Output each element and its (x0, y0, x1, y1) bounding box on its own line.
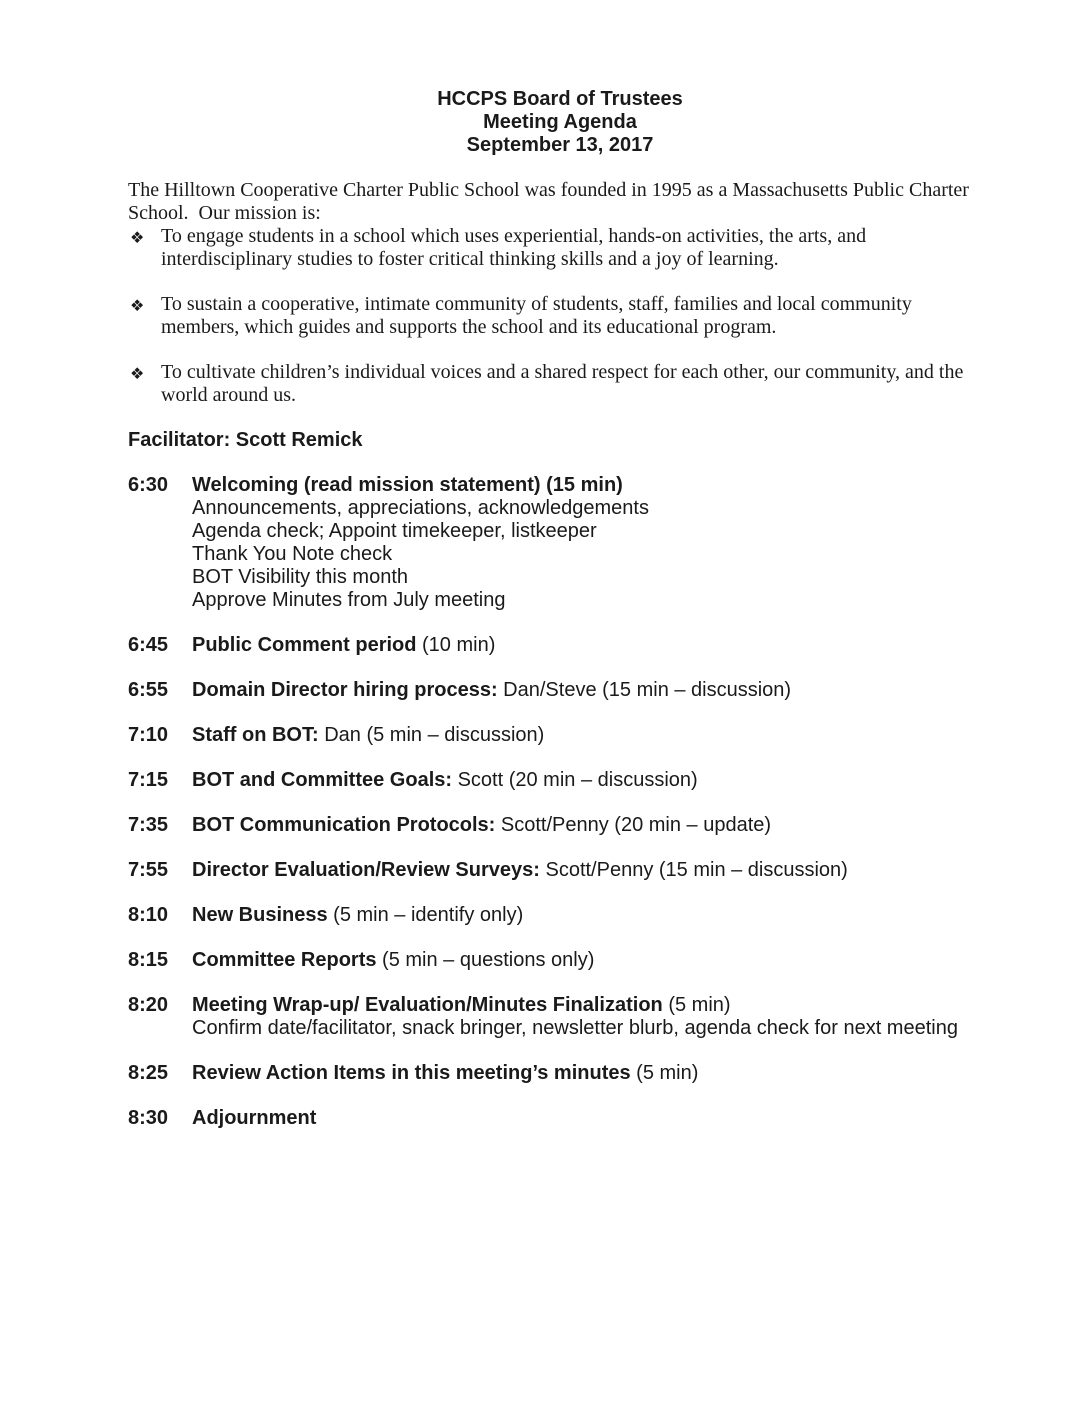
agenda-body (192, 949, 992, 972)
agenda-time: 6:30 (128, 474, 169, 496)
agenda-subline: Thank You Note check (192, 543, 393, 565)
agenda-main-line (192, 1107, 992, 1130)
agenda-body (192, 769, 992, 792)
agenda-item (128, 859, 992, 882)
agenda-subline: Approve Minutes from July meeting (192, 589, 506, 611)
agenda-item (128, 634, 992, 657)
agenda-body (192, 1062, 992, 1085)
agenda-time: 8:25 (128, 1062, 169, 1084)
agenda-detail: (5 min) (662, 994, 731, 1016)
agenda-body (192, 814, 992, 837)
agenda-body (192, 904, 992, 927)
agenda-body (192, 634, 992, 657)
agenda-detail: (5 min) (630, 1062, 699, 1084)
agenda-detail: Dan (5 min – discussion) (318, 724, 545, 746)
agenda-topic: Director Evaluation/Review Surveys: (192, 859, 540, 881)
agenda-time: 8:15 (128, 949, 169, 971)
agenda-topic: Committee Reports (192, 949, 377, 971)
agenda-time: 7:10 (128, 724, 169, 746)
agenda-topic: Staff on BOT: (192, 724, 319, 746)
agenda-main-line (192, 994, 992, 1017)
agenda-item (128, 904, 992, 927)
agenda-main-line (192, 1062, 992, 1085)
agenda-topic: Domain Director hiring process: (192, 679, 498, 701)
agenda-detail: Scott/Penny (20 min – update) (495, 814, 772, 836)
agenda-topic: Meeting Wrap-up/ Evaluation/Minutes Finalization (192, 994, 663, 1016)
mission-list (128, 225, 992, 407)
agenda-main-line (192, 769, 992, 792)
agenda-body (192, 724, 992, 747)
mission-bullet-item (128, 225, 992, 271)
agenda-main-line (192, 474, 992, 497)
agenda-body (192, 1107, 992, 1130)
agenda-detail: Scott (20 min – discussion) (452, 769, 698, 791)
agenda-time: 7:35 (128, 814, 169, 836)
agenda-body (192, 474, 992, 612)
agenda-item (128, 1062, 992, 1085)
agenda-item (128, 724, 992, 747)
mission-bullet-text: To sustain a cooperative, intimate community of students, staff, families and local community members, which guides and supports the school and its educational program. (161, 293, 912, 338)
agenda-subline: Announcements, appreciations, acknowledgements (192, 497, 649, 519)
agenda-main-line (192, 859, 992, 882)
agenda-item (128, 994, 992, 1040)
agenda-topic: BOT Communication Protocols: (192, 814, 496, 836)
agenda-subline: BOT Visibility this month (192, 566, 409, 588)
agenda-detail: Dan/Steve (15 min – discussion) (497, 679, 792, 701)
diamond-bullet-icon: ❖ (130, 296, 145, 315)
agenda-time: 8:10 (128, 904, 169, 926)
diamond-bullet-icon: ❖ (130, 364, 145, 383)
agenda-list (128, 474, 992, 1130)
agenda-body (192, 679, 992, 702)
agenda-main-line (192, 724, 992, 747)
agenda-detail: (5 min – questions only) (376, 949, 595, 971)
mission-bullet-item (128, 361, 992, 407)
page-title: HCCPS Board of Trustees (437, 88, 683, 110)
agenda-item (128, 1107, 992, 1130)
agenda-topic: BOT and Committee Goals: (192, 769, 453, 791)
agenda-main-line (192, 904, 992, 927)
document-date: September 13, 2017 (466, 134, 654, 156)
document-header (128, 88, 992, 157)
agenda-time: 6:45 (128, 634, 169, 656)
agenda-topic: Review Action Items in this meeting’s minutes (192, 1062, 631, 1084)
agenda-topic: Public Comment period (192, 634, 417, 656)
facilitator-line: Facilitator: Scott Remick (128, 429, 363, 451)
document-subtitle: Meeting Agenda (483, 111, 637, 133)
agenda-item (128, 474, 992, 612)
agenda-main-line (192, 634, 992, 657)
agenda-body (192, 994, 992, 1040)
agenda-item (128, 814, 992, 837)
agenda-subline: Confirm date/facilitator, snack bringer, newsletter blurb, agenda check for next meeting (192, 1017, 958, 1039)
agenda-time: 7:55 (128, 859, 169, 881)
mission-bullet-item (128, 293, 992, 339)
agenda-time: 8:30 (128, 1107, 169, 1129)
diamond-bullet-icon: ❖ (130, 228, 145, 247)
agenda-topic: Welcoming (read mission statement) (15 min) (192, 474, 623, 496)
intro-paragraph: The Hilltown Cooperative Charter Public School was founded in 1995 as a Massachusetts Public Charter School. Our mission is: (128, 179, 974, 224)
agenda-detail: Scott/Penny (15 min – discussion) (539, 859, 848, 881)
agenda-time: 6:55 (128, 679, 169, 701)
agenda-detail: (5 min – identify only) (327, 904, 524, 926)
agenda-item (128, 679, 992, 702)
agenda-main-line (192, 679, 992, 702)
agenda-time: 8:20 (128, 994, 169, 1016)
agenda-subline: Agenda check; Appoint timekeeper, listkeeper (192, 520, 597, 542)
agenda-detail: (10 min) (416, 634, 496, 656)
agenda-body (192, 859, 992, 882)
mission-bullet-text: To cultivate children’s individual voices and a shared respect for each other, our community, and the world around us. (161, 361, 964, 406)
mission-bullet-text: To engage students in a school which uses experiential, hands-on activities, the arts, and interdisciplinary studies to foster critical thinking skills and a joy of learning. (161, 225, 867, 270)
agenda-item (128, 769, 992, 792)
agenda-item (128, 949, 992, 972)
agenda-time: 7:15 (128, 769, 169, 791)
agenda-topic: Adjournment (192, 1107, 317, 1129)
agenda-topic: New Business (192, 904, 328, 926)
agenda-main-line (192, 949, 992, 972)
agenda-main-line (192, 814, 992, 837)
